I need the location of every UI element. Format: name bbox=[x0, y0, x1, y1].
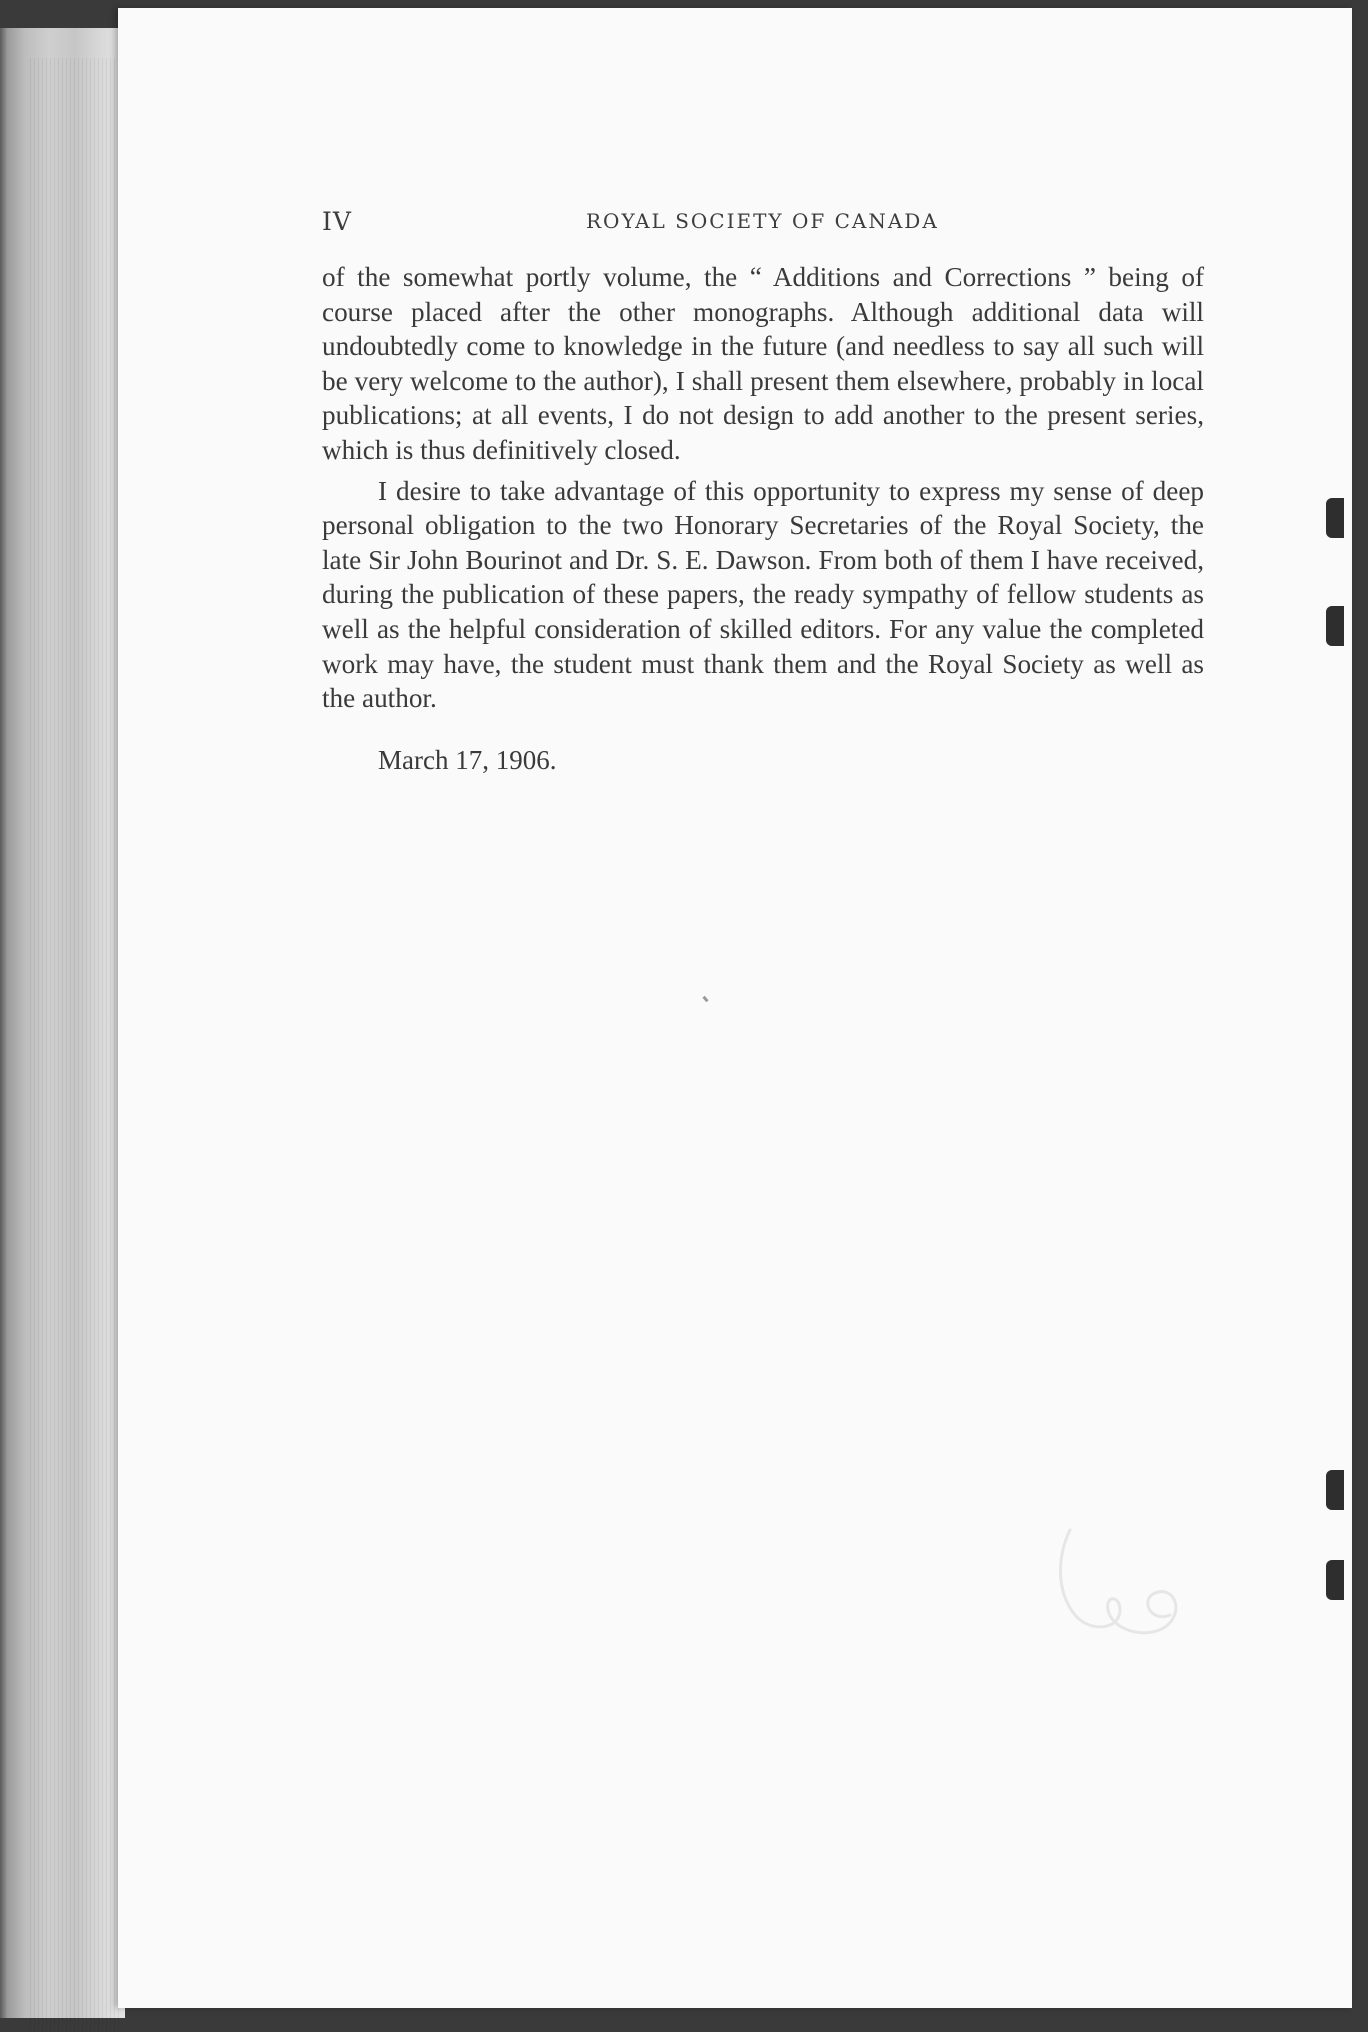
binding-clip bbox=[1326, 1470, 1344, 1510]
page-edge-texture bbox=[30, 58, 120, 2032]
paragraph: of the somewhat portly volume, the “ Additions and Corrections ” being of course placed after the other monographs. Although additional data will undoubtedly come to knowledge in the future (and needless to say all such will be very welcome to the author), I shall present them elsewhere, probably in local publications; at all events, I do not design to add another to the present series, which is thus definitively closed. bbox=[322, 262, 1204, 465]
page-header bbox=[322, 207, 1202, 247]
book-page-edges bbox=[0, 28, 125, 2018]
binding-clip bbox=[1326, 1560, 1344, 1600]
pencil-mark-icon bbox=[1050, 1515, 1210, 1655]
binding-clip bbox=[1326, 498, 1344, 538]
binding-clip bbox=[1326, 606, 1344, 646]
paragraph: I desire to take advantage of this opportunity to express my sense of deep personal obligation to the two Honorary Secretaries of the Royal Society, the late Sir John Bourinot and Dr. S. E. Dawson. From both of them I have received, during the publication of these papers, the ready sympathy of fellow students as well as the helpful consideration of skilled editors. For any value the completed work may have, the student must thank them and the Royal Society as well as the author. bbox=[322, 475, 1204, 714]
page-number: IV bbox=[322, 207, 352, 236]
date-line: March 17, 1906. bbox=[378, 745, 557, 775]
body-text bbox=[322, 260, 1204, 716]
running-head: ROYAL SOCIETY OF CANADA bbox=[586, 209, 939, 233]
